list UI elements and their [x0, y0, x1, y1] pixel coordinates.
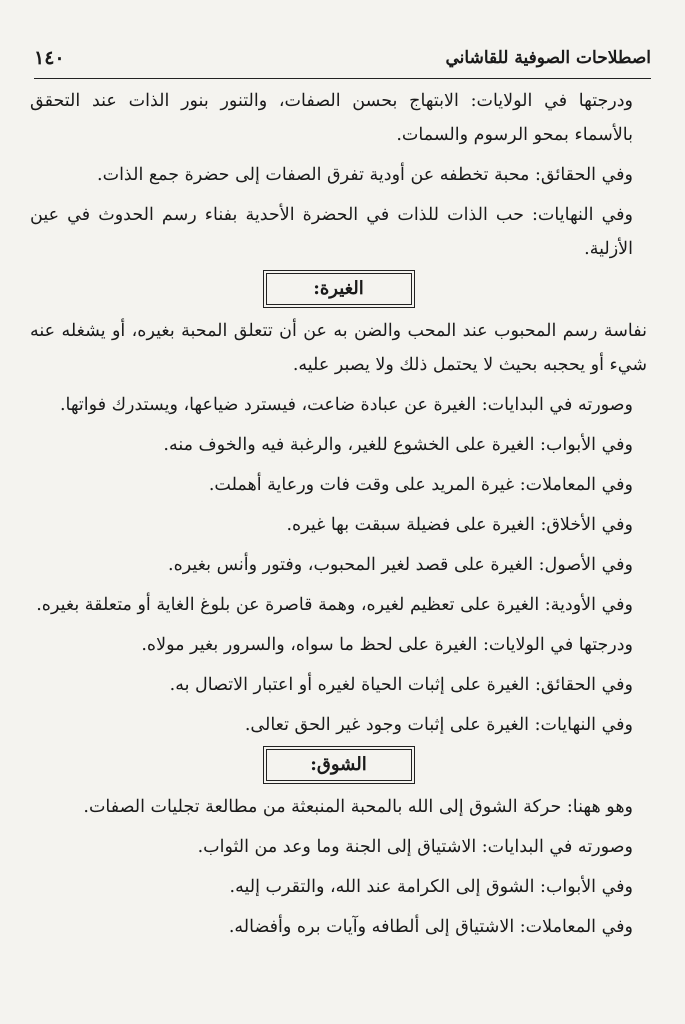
paragraph: وفي المعاملات: غيرة المريد على وقت فات ورعاية أهملت.	[208, 475, 633, 495]
paragraph: وفي الأخلاق: الغيرة على فضيلة سبقت بها غيره.	[286, 515, 633, 535]
paragraph: وفي النهايات: الغيرة على إثبات وجود غير الحق تعالى.	[244, 715, 633, 735]
paragraph: ودرجتها في الولايات: الغيرة على لحظ ما سواه، والسرور بغير مولاه.	[141, 635, 633, 655]
paragraph: وفي النهايات: حب الذات للذات في الحضرة الأحدية بفناء رسم الحدوث في عين الأزلية.	[30, 205, 633, 259]
section-heading-label: الشوق:	[266, 749, 412, 781]
paragraph: وفي المعاملات: الاشتياق إلى ألطافه وآيات بره وأفضاله.	[228, 917, 633, 937]
page-number: ١٤٠	[34, 47, 65, 69]
page-header	[34, 38, 651, 79]
paragraph: وفي الأصول: الغيرة على قصد لغير المحبوب، وفتور وأنس بغيره.	[168, 555, 633, 575]
paragraph: وصورته في البدايات: الغيرة عن عبادة ضاعت، فيسترد ضياعها، ويستدرك فواتها.	[59, 395, 633, 415]
paragraph: ودرجتها في الولايات: الابتهاج بحسن الصفات، والتنور بنور الذات عند التحقق بالأسماء بمحو الرسوم والسمات.	[30, 91, 633, 145]
paragraph: وفي الحقائق: الغيرة على إثبات الحياة لغيره أو اعتبار الاتصال به.	[169, 675, 633, 695]
section-heading-shawq	[30, 748, 647, 782]
paragraph: وفي الأبواب: الشوق إلى الكرامة عند الله، والتقرب إليه.	[229, 877, 633, 897]
paragraph: وفي الحقائق: محبة تخطفه عن أودية تفرق الصفات إلى حضرة جمع الذات.	[97, 165, 633, 185]
paragraph: نفاسة رسم المحبوب عند المحب والضن به عن أن تتعلق المحبة بغيره، أو يشغله عنه شيء أو يحجبه بحيث لا يحتمل ذلك ولا يصبر عليه.	[30, 321, 647, 375]
paragraph: وفي الأبواب: الغيرة على الخشوع للغير، والرغبة فيه والخوف منه.	[163, 435, 633, 455]
page-body	[30, 84, 647, 950]
paragraph: وفي الأودية: الغيرة على تعظيم لغيره، وهمة قاصرة عن بلوغ الغاية أو متعلقة بغيره.	[36, 595, 633, 615]
section-heading-label: الغيرة:	[266, 273, 412, 305]
paragraph: وهو ههنا: حركة الشوق إلى الله بالمحبة المنبعثة من مطالعة تجليات الصفات.	[83, 797, 633, 817]
paragraph: وصورته في البدايات: الاشتياق إلى الجنة وما وعد من الثواب.	[197, 837, 633, 857]
running-title: اصطلاحات الصوفية للقاشاني	[445, 48, 651, 68]
section-heading-ghayra	[30, 272, 647, 306]
